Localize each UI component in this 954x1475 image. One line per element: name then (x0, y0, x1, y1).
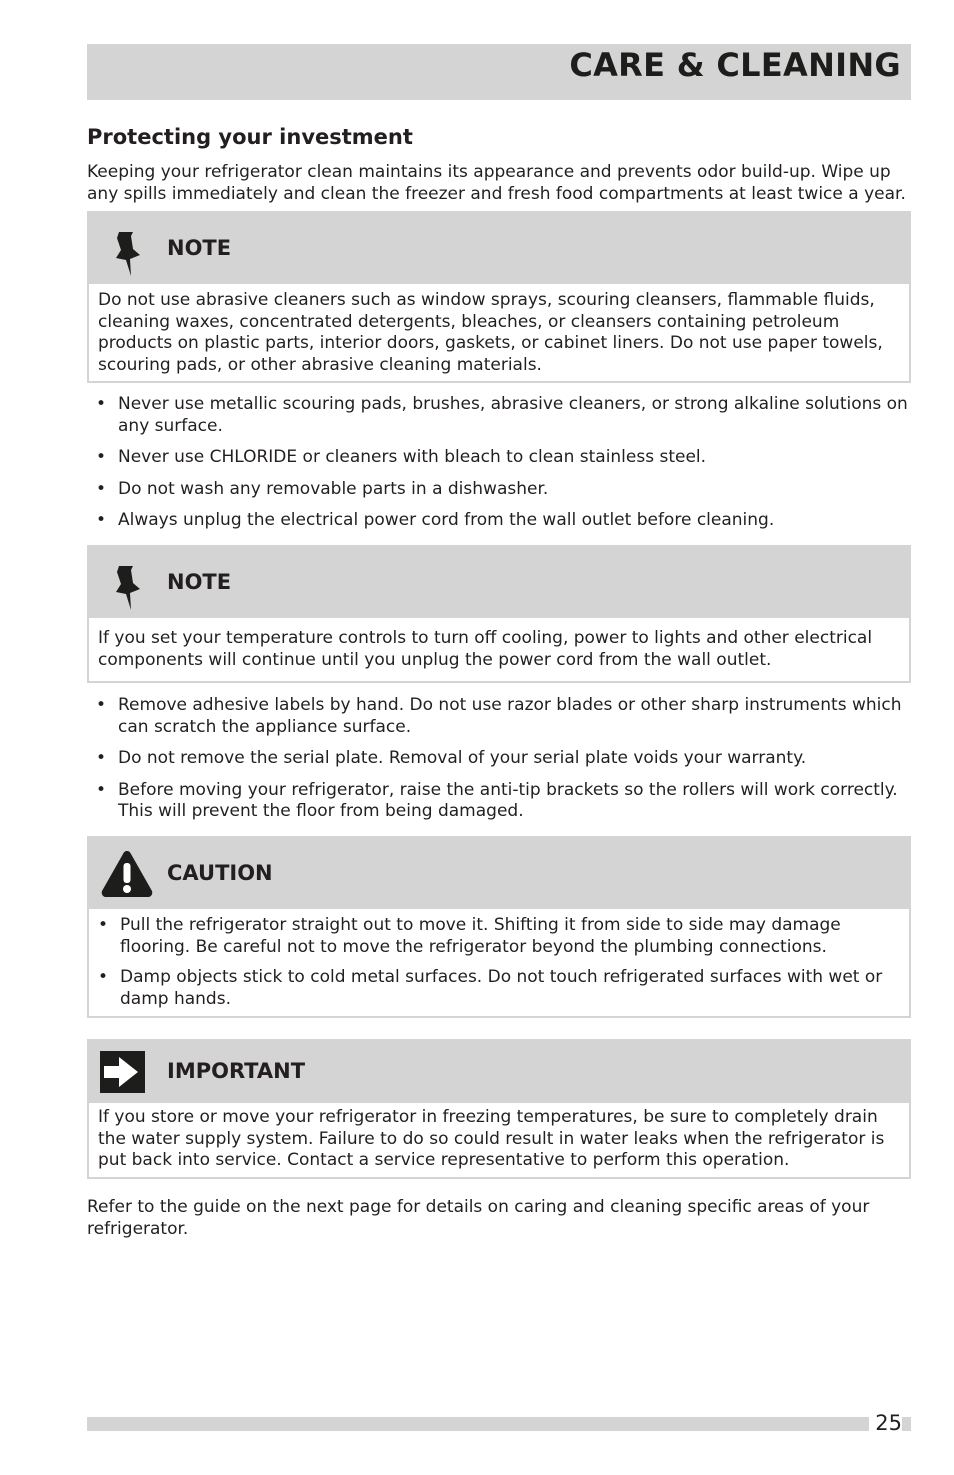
page-title: CARE & CLEANING (569, 46, 901, 84)
note-box-2 (87, 545, 911, 683)
list-item: • Do not wash any removable parts in a dishwasher. (96, 479, 911, 501)
intro-paragraph: Keeping your refrigerator clean maintains its appearance and prevents odor build-up. Wipe up any spills immediately and clean the freezer and fresh food compartments at least twice a year. (87, 162, 906, 204)
note-box-1 (87, 211, 911, 383)
note-box-1-header (89, 213, 909, 284)
important-box-header (89, 1041, 909, 1103)
list-item: • Before moving your refrigerator, raise the anti-tip brackets so the rollers will work correctly. This will prevent the floor from being damaged. (96, 780, 911, 823)
list-item: • Always unplug the electrical power cord from the wall outlet before cleaning. (96, 510, 911, 532)
closing-paragraph: Refer to the guide on the next page for details on caring and cleaning specific areas of your refrigerator. (87, 1197, 870, 1239)
important-box (87, 1039, 911, 1179)
pushpin-icon (113, 231, 143, 277)
bullet-list-2 (96, 695, 911, 823)
caution-box-header (89, 838, 909, 909)
note-box-2-header (89, 547, 909, 618)
list-item: • Remove adhesive labels by hand. Do not use razor blades or other sharp instruments which can scratch the appliance surface. (96, 695, 911, 738)
warning-triangle-icon (100, 849, 154, 899)
footer-bar (87, 1417, 911, 1431)
note-label: NOTE (167, 236, 232, 260)
arrow-right-icon (100, 1051, 145, 1093)
caution-label: CAUTION (167, 861, 273, 885)
header-bar (87, 44, 911, 100)
list-item: • Never use CHLORIDE or cleaners with bleach to clean stainless steel. (96, 447, 911, 469)
caution-list (89, 909, 909, 1016)
note-text: If you set your temperature controls to turn off cooling, power to lights and other electrical components will continue until you unplug the power cord from the wall outlet. (98, 628, 873, 670)
pushpin-icon (113, 565, 143, 611)
section-heading: Protecting your investment (87, 125, 413, 149)
caution-box (87, 836, 911, 1018)
list-item: • Never use metallic scouring pads, brushes, abrasive cleaners, or strong alkaline solutions on any surface. (96, 394, 911, 437)
page-number: 25 (869, 1411, 902, 1435)
list-item: • Damp objects stick to cold metal surfaces. Do not touch refrigerated surfaces with wet or damp hands. (98, 967, 899, 1010)
note-text: Do not use abrasive cleaners such as window sprays, scouring cleansers, flammable fluids, cleaning waxes, concentrated detergents, bleaches, or cleansers containing petroleum products on plastic parts, interior doors, gaskets, or cabinet liners. Do not use paper towels, scouring pads, or other abrasive cleaning materials. (98, 290, 883, 375)
important-text: If you store or move your refrigerator in freezing temperatures, be sure to completely drain the water supply system. Failure to do so could result in water leaks when the refrigerator is put back into service. Contact a service representative to perform this operation. (98, 1107, 885, 1170)
note-label: NOTE (167, 570, 232, 594)
list-item: • Pull the refrigerator straight out to move it. Shifting it from side to side may damage flooring. Be careful not to move the refrigerator beyond the plumbing connections. (98, 915, 899, 958)
list-item: • Do not remove the serial plate. Removal of your serial plate voids your warranty. (96, 748, 911, 770)
bullet-list-1 (96, 394, 911, 532)
important-label: IMPORTANT (167, 1059, 306, 1083)
